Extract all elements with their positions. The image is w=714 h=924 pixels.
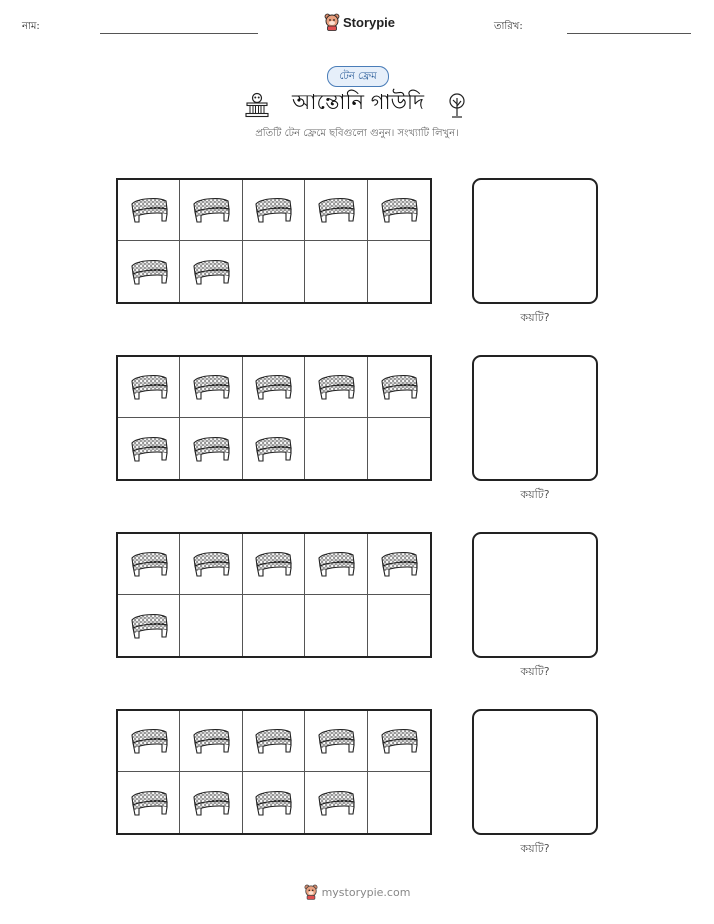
stone-bench-icon [253, 727, 293, 755]
ten-frame-cell [243, 357, 305, 418]
ten-frame-cell [305, 241, 367, 302]
ten-frame-cell [368, 180, 430, 241]
ten-frame-cell [180, 357, 242, 418]
stone-bench-icon [129, 789, 169, 817]
stone-bench-icon [129, 727, 169, 755]
stone-bench-icon [379, 196, 419, 224]
stone-bench-icon [191, 435, 231, 463]
ten-frame-cell [118, 711, 180, 772]
stone-bench-icon [379, 373, 419, 401]
ten-frame-badge: টেন ফ্রেম [327, 66, 389, 87]
stone-bench-icon [253, 435, 293, 463]
ten-frame [116, 178, 432, 304]
ten-frame [116, 709, 432, 835]
stone-bench-icon [191, 196, 231, 224]
how-many-label: কয়টি? [520, 311, 550, 324]
ten-frame-cell [180, 180, 242, 241]
stone-bench-icon [316, 789, 356, 817]
stone-bench-icon [379, 727, 419, 755]
ten-frame-cell [368, 357, 430, 418]
instruction-text: প্রতিটি টেন ফ্রেমে ছবিগুলো গুনুন। সংখ্যাটি লিখুন। [255, 128, 459, 139]
brand-logo [324, 13, 395, 31]
ten-frame-cell [305, 180, 367, 241]
answer-box[interactable] [472, 355, 598, 481]
page-title: আন্তোনি গাউদি [292, 90, 424, 114]
stone-bench-icon [253, 789, 293, 817]
ten-frame-cell [243, 711, 305, 772]
stone-bench-icon [129, 258, 169, 286]
stone-bench-icon [129, 196, 169, 224]
ten-frame-cell [243, 534, 305, 595]
ten-frame-cell [305, 711, 367, 772]
stone-bench-icon [129, 373, 169, 401]
ten-frame-cell [305, 772, 367, 833]
stone-bench-icon [191, 258, 231, 286]
ten-frame-cell [180, 418, 242, 479]
stone-bench-icon [253, 196, 293, 224]
date-line[interactable] [567, 33, 691, 34]
ten-frame-cell [180, 772, 242, 833]
stone-bench-icon [129, 612, 169, 640]
tree-icon [445, 92, 469, 120]
ten-frame-cell [118, 241, 180, 302]
brand-name: Storypie [343, 14, 396, 30]
name-line[interactable] [100, 33, 258, 34]
ten-frame-cell [305, 357, 367, 418]
ten-frame-cell [305, 418, 367, 479]
stone-bench-icon [129, 435, 169, 463]
how-many-label: কয়টি? [520, 665, 550, 678]
ten-frame-cell [243, 595, 305, 656]
ten-frame-cell [118, 772, 180, 833]
name-label: নাম: [22, 21, 40, 32]
ten-frame-cell [243, 241, 305, 302]
ten-frame-cell [305, 534, 367, 595]
ten-frame-cell [305, 595, 367, 656]
ten-frame-cell [118, 534, 180, 595]
ten-frame-cell [368, 534, 430, 595]
ten-frame-cell [368, 418, 430, 479]
how-many-label: কয়টি? [520, 842, 550, 855]
ten-frame-cell [243, 418, 305, 479]
bear-mascot-icon [324, 13, 340, 31]
ten-frame-cell [118, 180, 180, 241]
answer-box[interactable] [472, 532, 598, 658]
ten-frame-cell [180, 241, 242, 302]
stone-bench-icon [191, 789, 231, 817]
ten-frame-cell [243, 180, 305, 241]
stone-bench-icon [316, 196, 356, 224]
stone-bench-icon [191, 727, 231, 755]
ten-frame-cell [368, 772, 430, 833]
ten-frame-cell [368, 595, 430, 656]
ten-frame [116, 355, 432, 481]
stone-bench-icon [316, 373, 356, 401]
stone-bench-icon [316, 550, 356, 578]
stone-bench-icon [191, 550, 231, 578]
answer-box[interactable] [472, 178, 598, 304]
stone-bench-icon [129, 550, 169, 578]
ten-frame-cell [368, 711, 430, 772]
stone-bench-icon [253, 550, 293, 578]
stone-bench-icon [316, 727, 356, 755]
bear-mascot-icon [304, 884, 318, 900]
how-many-label: কয়টি? [520, 488, 550, 501]
ten-frame-cell [118, 357, 180, 418]
footer [300, 884, 414, 900]
ten-frame-cell [180, 711, 242, 772]
ten-frame-cell [180, 595, 242, 656]
stone-bench-icon [191, 373, 231, 401]
stone-bench-icon [253, 373, 293, 401]
stone-bench-icon [379, 550, 419, 578]
answer-box[interactable] [472, 709, 598, 835]
ten-frame-cell [118, 595, 180, 656]
ten-frame-cell [368, 241, 430, 302]
ten-frame-cell [118, 418, 180, 479]
ten-frame [116, 532, 432, 658]
fountain-icon [243, 92, 271, 120]
ten-frame-cell [243, 772, 305, 833]
ten-frame-cell [180, 534, 242, 595]
footer-url[interactable]: mystorypie.com [321, 885, 411, 899]
date-label: তারিখ: [494, 21, 523, 32]
